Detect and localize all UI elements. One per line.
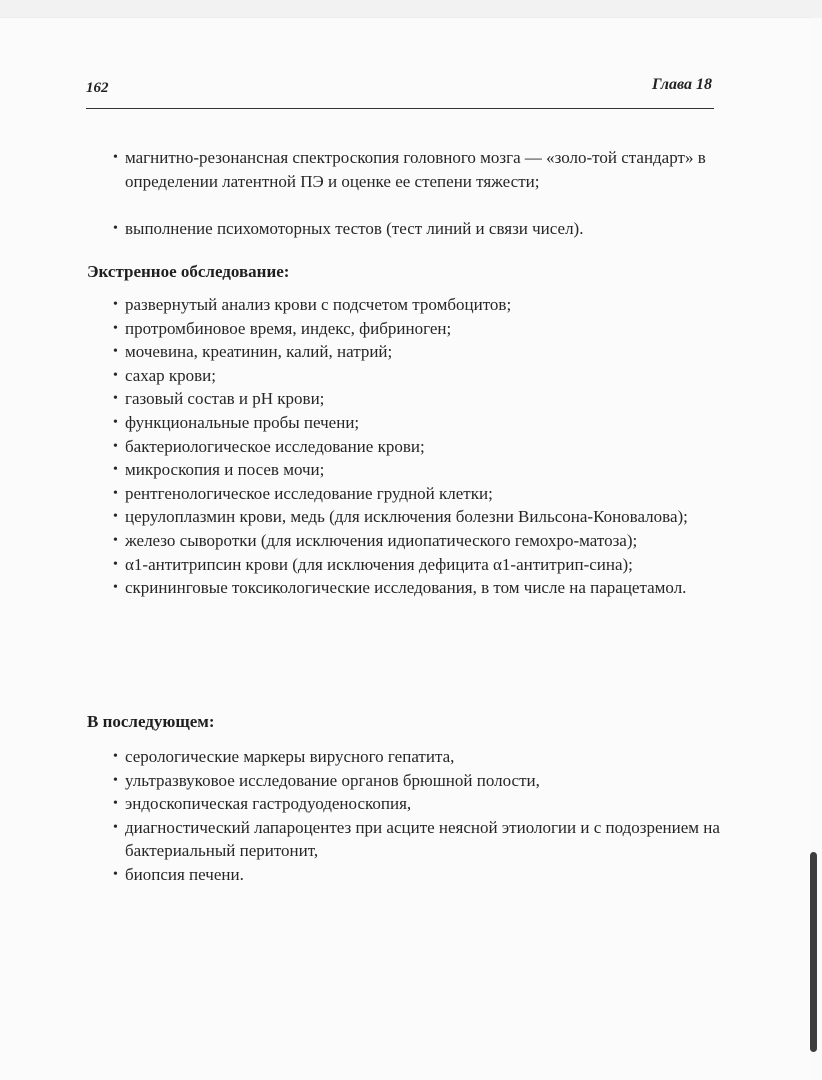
emergency-bullet-list <box>86 293 726 600</box>
list-item-text: мочевина, креатинин, калий, натрий; <box>125 342 393 362</box>
list-item <box>86 364 726 388</box>
list-item <box>86 340 726 364</box>
list-item-text: рентгенологическое исследование грудной клетки; <box>125 483 493 503</box>
list-item <box>86 769 726 793</box>
bullet-icon: • <box>113 221 118 236</box>
list-item <box>86 387 726 411</box>
list-item <box>86 745 726 769</box>
list-item <box>86 293 726 317</box>
bullet-icon: • <box>113 438 118 454</box>
bullet-icon: • <box>113 344 118 360</box>
bullet-icon: • <box>113 796 118 812</box>
list-item <box>86 792 726 816</box>
bullet-icon: • <box>113 749 118 764</box>
list-item-text: бактериологическое исследование крови; <box>125 436 425 456</box>
list-item <box>86 529 726 553</box>
list-item <box>86 217 726 241</box>
list-item-text: диагностический лапароцентез при асците неясной этиологии и с подозрением на бактериальный перитонит, <box>125 817 720 861</box>
bullet-icon: • <box>113 297 118 312</box>
bullet-icon: • <box>113 509 118 525</box>
bullet-icon: • <box>113 150 118 165</box>
list-item-text: микроскопия и посев мочи; <box>125 460 325 480</box>
emergency-heading: Экстренное обследование: <box>87 262 290 281</box>
list-item <box>86 863 726 887</box>
bullet-icon: • <box>113 556 118 572</box>
bullet-icon: • <box>113 772 118 788</box>
list-item-text: железо сыворотки (для исключения идиопатического гемохро-матоза); <box>125 530 638 550</box>
list-item-text: сахар крови; <box>125 365 216 385</box>
bullet-icon: • <box>113 532 118 548</box>
list-item-text: протромбиновое время, индекс, фибриноген; <box>125 318 452 338</box>
followup-list-block <box>86 745 726 887</box>
bullet-icon: • <box>113 391 118 407</box>
list-item-text: функциональные пробы печени; <box>125 412 360 432</box>
bullet-icon: • <box>113 320 118 336</box>
followup-heading: В последующем: <box>87 712 215 731</box>
list-item-text: выполнение психомоторных тестов (тест линий и связи чисел). <box>125 219 584 238</box>
page-header <box>86 72 714 109</box>
top-bullet-list <box>86 146 726 241</box>
page-number: 162 <box>86 80 109 96</box>
list-item <box>86 553 726 577</box>
bullet-icon: • <box>113 819 118 835</box>
list-item <box>86 576 726 600</box>
list-item-text: α1-антитрипсин крови (для исключения дефицита α1-антитрип-сина); <box>125 554 633 574</box>
bullet-icon: • <box>113 367 118 383</box>
bullet-icon: • <box>113 462 118 478</box>
list-item-text: эндоскопическая гастродуоденоскопия, <box>125 794 412 814</box>
list-item-text: ультразвуковое исследование органов брюшной полости, <box>125 770 540 790</box>
list-item <box>86 317 726 341</box>
list-item <box>86 482 726 506</box>
list-item-text: церулоплазмин крови, медь (для исключения болезни Вильсона-Коновалова); <box>125 507 688 527</box>
list-item-text: серологические маркеры вирусного гепатита, <box>125 747 455 766</box>
bullet-icon: • <box>113 866 118 882</box>
emergency-list-block <box>86 293 726 600</box>
list-item-text: скрининговые токсикологические исследования, в том числе на парацетамол. <box>125 578 687 598</box>
list-item-text: развернутый анализ крови с подсчетом тромбоцитов; <box>125 295 512 314</box>
list-item <box>86 505 726 529</box>
list-item <box>86 458 726 482</box>
top-list-block <box>86 146 726 241</box>
list-item-text: биопсия печени. <box>125 864 244 884</box>
scrollbar-thumb[interactable] <box>810 852 817 1052</box>
bullet-icon: • <box>113 580 118 596</box>
list-item <box>86 411 726 435</box>
list-item-text: газовый состав и рН крови; <box>125 389 325 409</box>
list-item-text: магнитно-резонансная спектроскопия головного мозга — «золо-той стандарт» в определении латентной ПЭ и оценке ее степени тяжести; <box>125 148 706 191</box>
followup-bullet-list <box>86 745 726 887</box>
list-item <box>86 146 726 217</box>
window-top-strip <box>0 0 822 18</box>
list-item <box>86 816 726 863</box>
chapter-title: Глава 18 <box>651 76 712 93</box>
list-item <box>86 435 726 459</box>
bullet-icon: • <box>113 414 118 430</box>
bullet-icon: • <box>113 485 118 501</box>
